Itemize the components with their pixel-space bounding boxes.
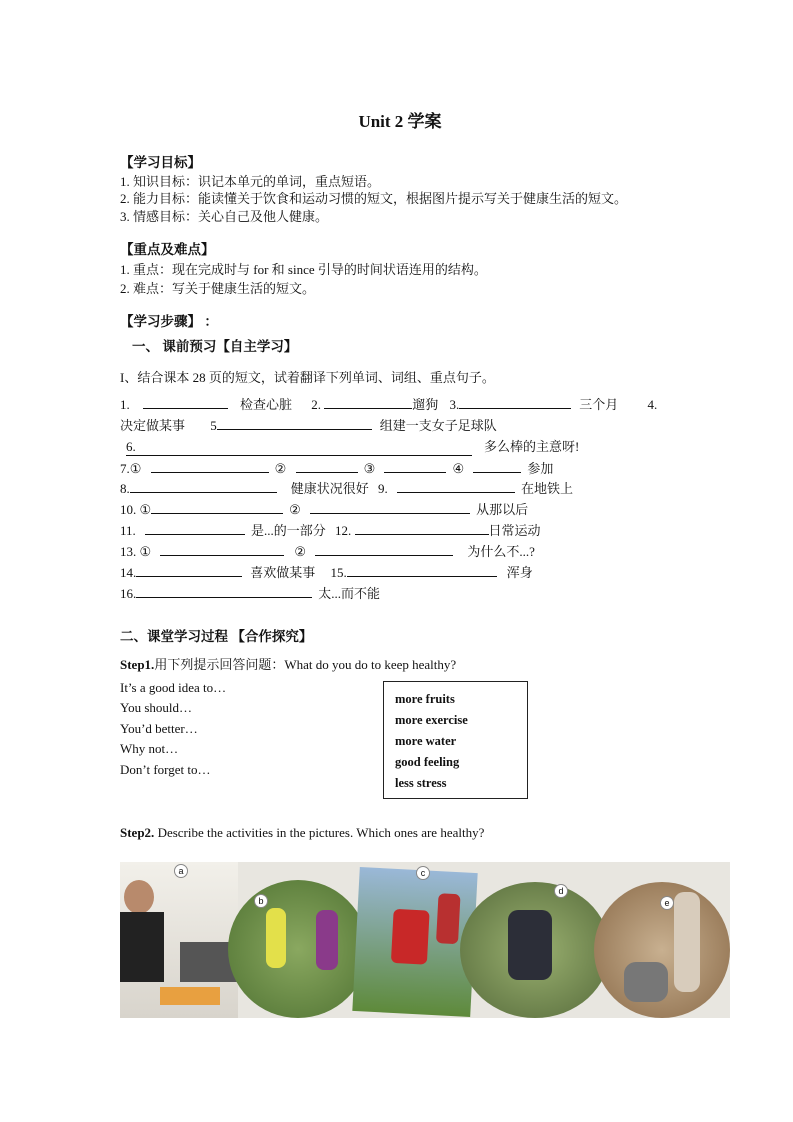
exercise-row <box>120 480 573 497</box>
answer-blank[interactable] <box>384 460 446 473</box>
answer-blank[interactable] <box>136 564 242 577</box>
item-number: 1. <box>120 397 130 412</box>
step-label: Step1. <box>120 657 155 672</box>
exercise-row <box>126 439 579 456</box>
key-item: 2. 难点：写关于健康生活的短文。 <box>120 281 316 296</box>
hint-item: good feeling <box>395 755 460 769</box>
answer-blank[interactable] <box>324 396 412 409</box>
sub-number: ② <box>289 502 301 517</box>
prompt: 太...而不能 <box>318 586 381 601</box>
prompt: 多么棒的主意呀! <box>484 439 580 454</box>
picture-label: e <box>660 896 674 910</box>
answer-blank[interactable] <box>315 543 453 556</box>
phrase: You should… <box>120 700 193 715</box>
answer-blank[interactable] <box>310 501 470 514</box>
answer-blank[interactable] <box>397 480 515 493</box>
answer-blank[interactable] <box>355 522 489 535</box>
picture-c <box>352 867 477 1017</box>
prompt: 喜欢做某事 <box>250 565 316 580</box>
hint-item: more fruits <box>395 692 455 706</box>
item-number: 2. <box>311 397 322 412</box>
item-number: 7.① <box>120 461 142 476</box>
item-number: 11. <box>120 523 136 538</box>
item-number: 10. ① <box>120 502 152 517</box>
item-number: 14. <box>120 565 137 580</box>
page-title: Unit 2 学案 <box>358 112 442 131</box>
exercise-row <box>120 501 528 518</box>
item-number: 5 <box>210 418 217 433</box>
prompt: 三个月 <box>579 397 619 412</box>
sub-number: ③ <box>363 461 376 476</box>
sub-number: ② <box>274 461 287 476</box>
hint-item: more water <box>395 734 457 748</box>
exercise-row <box>120 564 533 581</box>
picture-a <box>120 862 238 1018</box>
sub-number: ④ <box>452 461 465 476</box>
item-number: 4. <box>647 397 658 412</box>
exercise-row <box>120 396 657 413</box>
item-number: 15. <box>330 565 347 580</box>
prompt: 检查心脏 <box>240 397 293 412</box>
goal-item: 1. 知识目标：识记本单元的单词，重点短语。 <box>120 174 381 189</box>
item-number: 8. <box>120 481 130 496</box>
exercise-row <box>120 585 380 602</box>
section1-heading: 一、 课前预习【自主学习】 <box>132 339 298 354</box>
item-number: 12. <box>335 523 352 538</box>
prompt: 遛狗 <box>412 397 439 412</box>
step-label: Step2. <box>120 825 155 840</box>
exercise-row <box>120 522 541 539</box>
picture-d <box>460 882 610 1018</box>
picture-label: c <box>416 866 430 880</box>
answer-blank[interactable] <box>151 460 269 473</box>
exercise-row <box>120 460 553 477</box>
prompt: 为什么不...? <box>467 544 535 559</box>
answer-blank[interactable] <box>347 564 497 577</box>
answer-blank[interactable] <box>130 480 277 493</box>
key-item: 1. 重点：现在完成时与 for 和 since 引导的时间状语连用的结构。 <box>120 262 487 277</box>
goal-item: 3. 情感目标：关心自己及他人健康。 <box>120 209 329 224</box>
answer-blank[interactable] <box>145 522 245 535</box>
answer-blank[interactable] <box>136 585 312 598</box>
answer-blank[interactable] <box>143 396 228 409</box>
prompt: 是...的一部分 <box>251 523 326 538</box>
exercise-row <box>120 543 535 560</box>
picture-label: a <box>174 864 188 878</box>
section2-heading: 二、课堂学习过程 【合作探究】 <box>120 629 313 644</box>
item-number: 13. ① <box>120 544 152 559</box>
hint-item: less stress <box>395 776 447 790</box>
prompt: 参加 <box>527 461 554 476</box>
picture-b <box>228 880 368 1018</box>
prompt: 从那以后 <box>476 502 529 517</box>
prompt: 日常运动 <box>488 523 541 538</box>
keys-heading: 【重点及难点】 <box>120 242 215 257</box>
phrase: Why not… <box>120 741 179 756</box>
item-number: 3. <box>449 397 460 412</box>
activity-pictures <box>120 862 730 1018</box>
phrase: Don’t forget to… <box>120 762 211 777</box>
prompt: 决定做某事 <box>120 418 186 433</box>
step-text: 用下列提示回答问题：What do you do to keep healthy? <box>154 657 457 672</box>
answer-blank[interactable] <box>459 396 571 409</box>
picture-label: b <box>254 894 268 908</box>
phrase: You’d better… <box>120 721 198 736</box>
exercise-row <box>120 417 497 434</box>
answer-blank[interactable] <box>160 543 284 556</box>
prompt: 组建一支女子足球队 <box>379 418 497 433</box>
item-number: 16. <box>120 586 137 601</box>
picture-label: d <box>554 884 568 898</box>
sub-number: ② <box>294 544 307 559</box>
prompt: 在地铁上 <box>521 481 574 496</box>
goals-heading: 【学习目标】 <box>120 155 201 170</box>
answer-blank[interactable] <box>473 460 521 473</box>
step1-instruction <box>120 657 456 673</box>
hint-item: more exercise <box>395 713 468 727</box>
step2-instruction <box>120 825 484 841</box>
phrase: It’s a good idea to… <box>120 680 227 695</box>
answer-blank[interactable] <box>217 417 372 430</box>
answer-blank[interactable] <box>151 501 283 514</box>
goal-item: 2. 能力目标：能读懂关于饮食和运动习惯的短文，根据图片提示写关于健康生活的短文。 <box>120 191 628 206</box>
prompt: 浑身 <box>506 565 533 580</box>
prompt: 健康状况很好 <box>290 481 369 496</box>
item-number: 9. <box>378 481 388 496</box>
steps-heading: 【学习步骤】 ： <box>120 314 218 329</box>
step-text: Describe the activities in the pictures. Which ones are healthy? <box>157 825 485 840</box>
answer-blank[interactable]: 6. <box>126 439 472 456</box>
section1-instruction: I、结合课本 28 页的短文，试着翻译下列单词、词组、重点句子。 <box>120 370 495 385</box>
hint-box <box>383 681 528 799</box>
answer-blank[interactable] <box>296 460 358 473</box>
